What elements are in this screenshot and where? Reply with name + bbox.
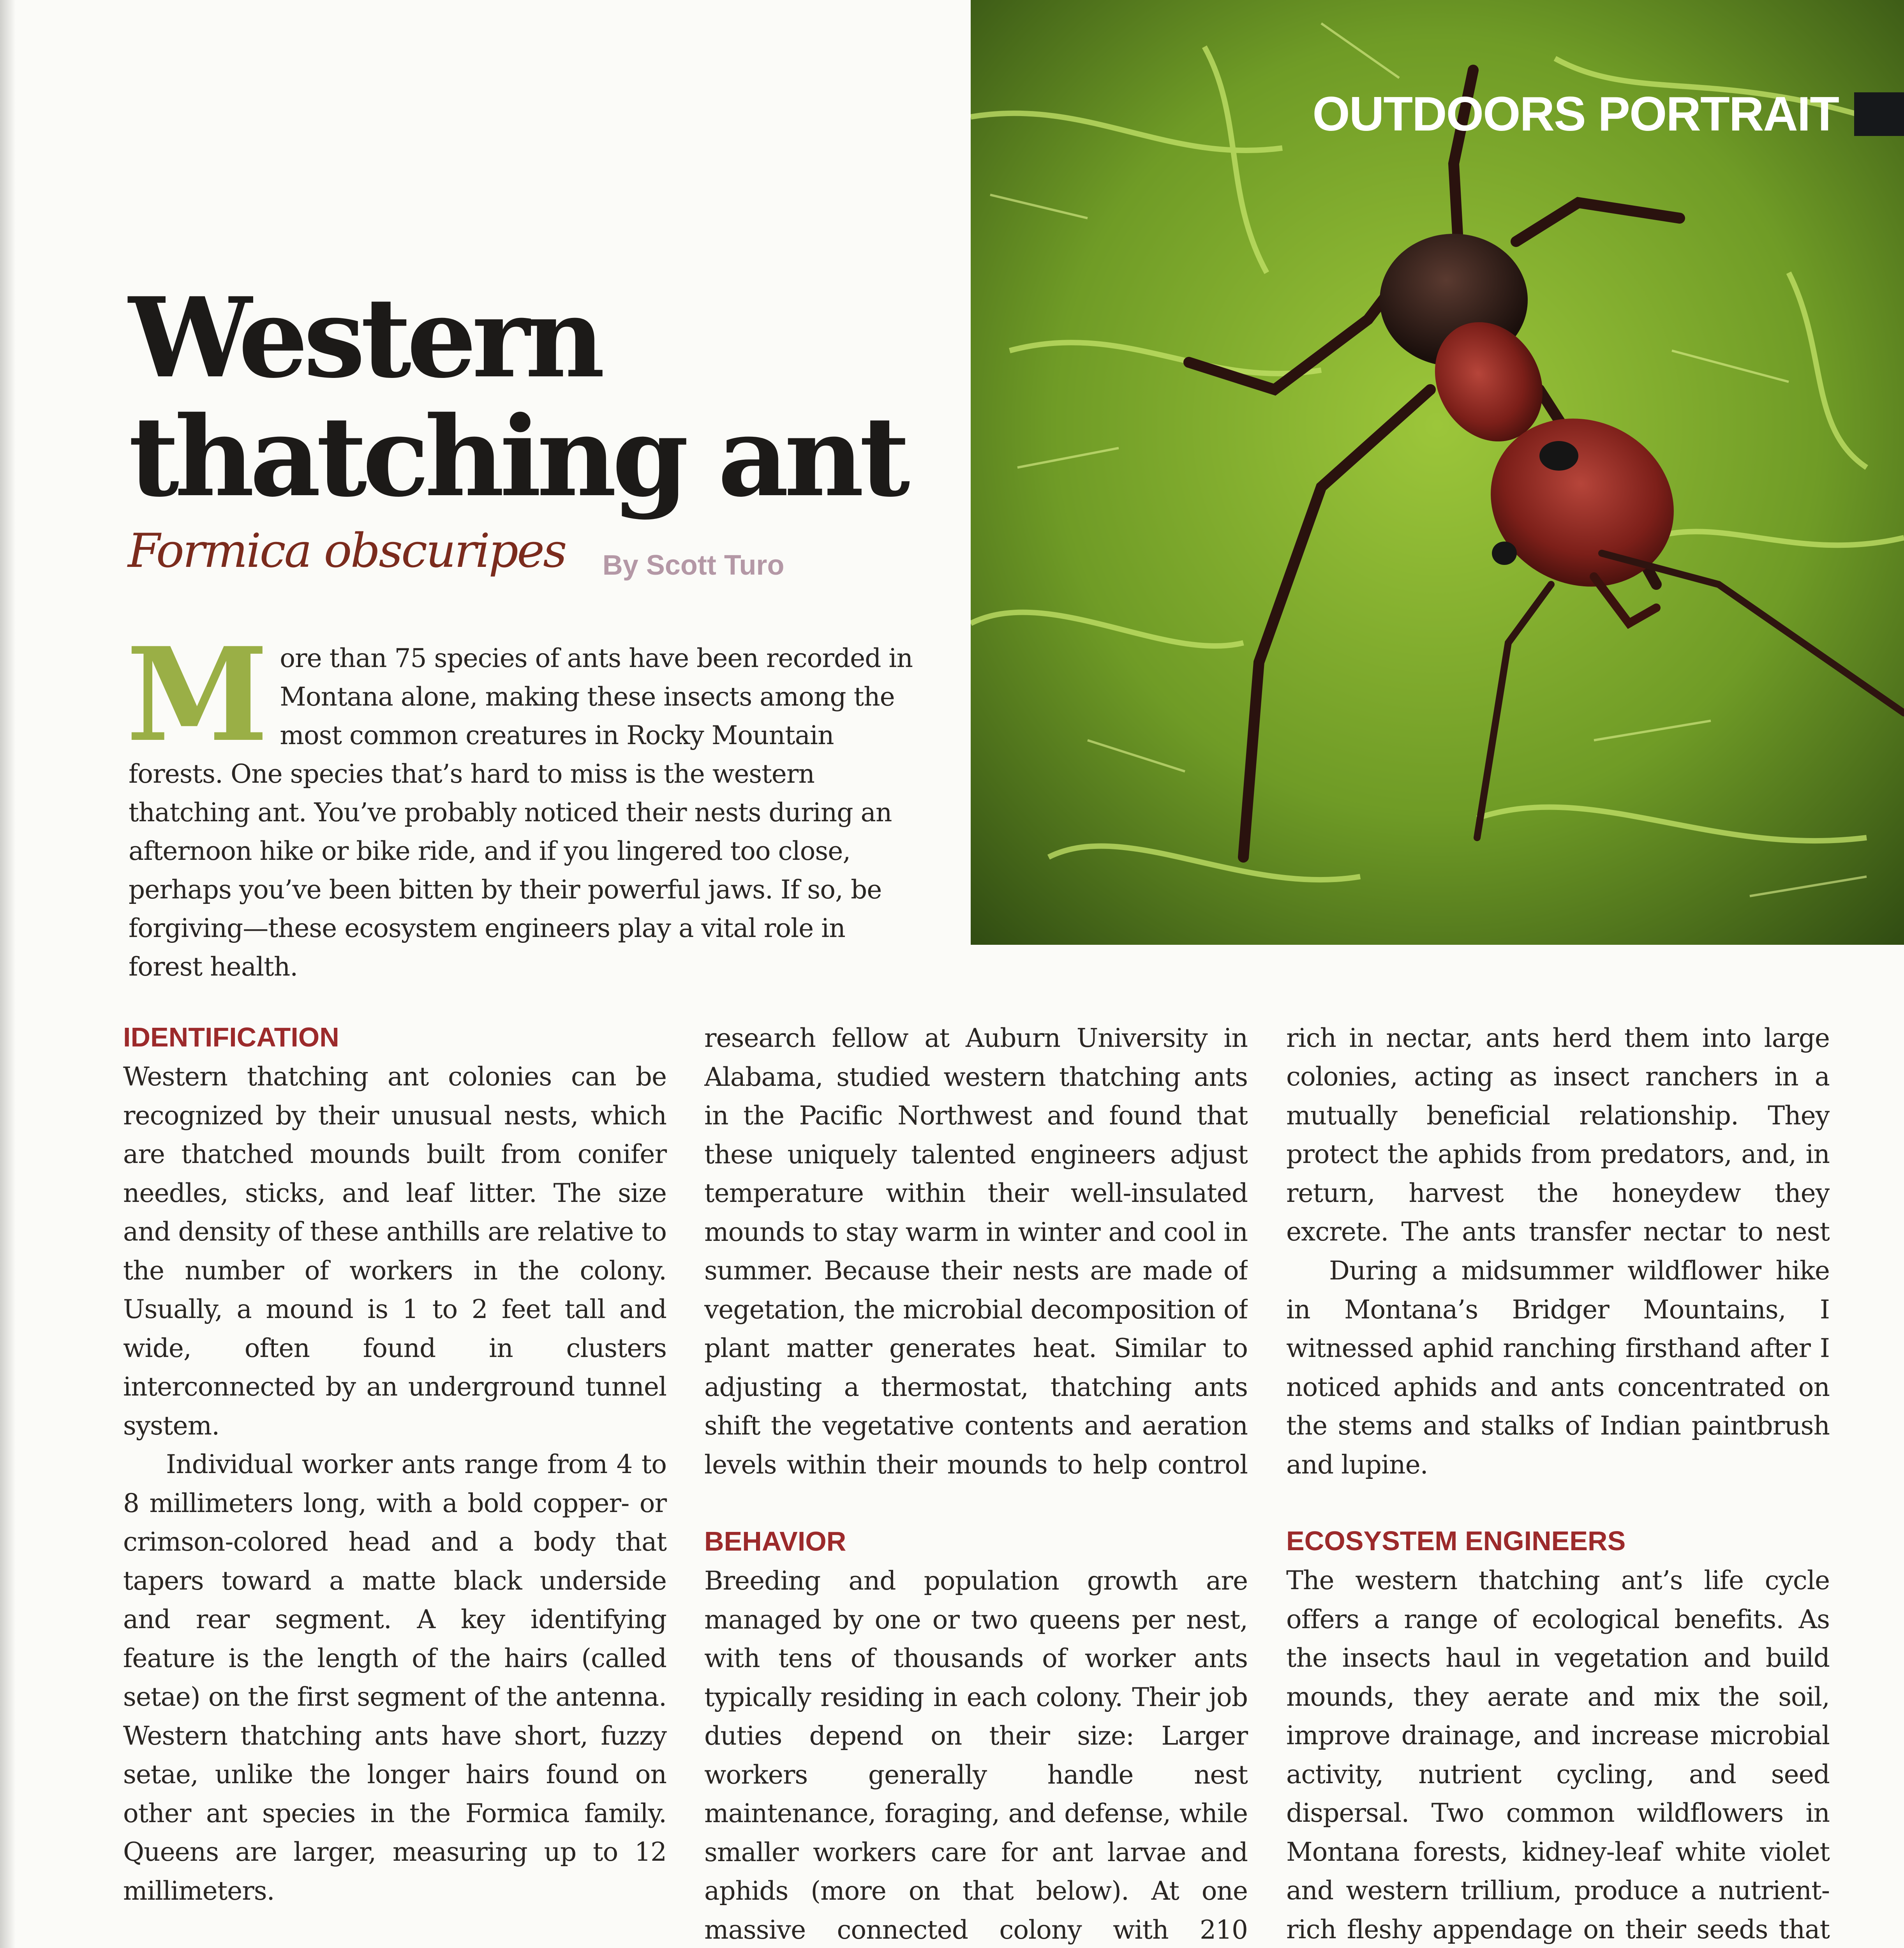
section-gap <box>1286 1484 1830 1523</box>
identification-paragraph-2: Individual worker ants range from 4 to 8 millimeters long, with a bold copper- or crimson-colored head and a body that tapers toward a matte black underside and rear segment. A key identifying feature is the length of the hairs (called setae) on the first segment of the antenna. Western thatching ants have short, fuzzy setae, unlike the longer hairs found on other ant species in the Formica family. Queens are larger, measuring up to 12 millimeters. <box>123 1449 666 1906</box>
column-3 <box>1286 1019 1830 1948</box>
section-tag <box>1312 86 1904 142</box>
distribution-continued <box>704 1019 1248 1484</box>
behavior-paragraph-1: Breeding and population growth are managed by one or two queens per nest, with tens of thousands of worker ants typically residing in each colony. Their job duties depend on their size: Larger workers generally handle nest maintenance, foraging, and defense, while smaller workers care for ant larvae and aphids (more on that below). At one massive connected colony with 210 <box>704 1566 1248 1945</box>
section-gap <box>704 1484 1248 1523</box>
distribution-continued-text: research fellow at Auburn University in Alabama, studied western thatching ants in the Pacific Northwest and found that these uniquely talented engineers adjust temperature within their well-insulated mounds to stay warm in winter and cool in summer. Because their nests are made of vegetation, the microbial decomposition of plant matter generates heat. Similar to adjusting a thermostat, thatching ants shift the vegetative contents and aeration levels within their mounds to help control <box>704 1023 1248 1480</box>
article-title: Western thatching ant <box>129 273 906 521</box>
intro-paragraph <box>126 619 915 986</box>
byline: By Scott Turo <box>602 549 785 581</box>
intro-text: ore than 75 species of ants have been recorded in Montana alone, making these insects among the most common creatures in Rocky Mountain forests. One species that’s hard to miss is the western thatching ant. You’ve probably noticed their nests during an afternoon hike or bike ride, and if you lingered too close, perhaps you’ve been bitten by their powerful jaws. If so, be forgiving—these ecosystem engineers play a vital role in forest health. <box>129 643 913 982</box>
section-tag-label: OUTDOORS PORTRAIT <box>1312 87 1839 141</box>
ecosystem-paragraph-1: The western thatching ant’s life cycle offers a range of ecological benefits. As the insects haul in vegetation and build mounds, they aerate and mix the soil, improve drainage, and increase microbial activity, nutrient cycling, and seed dispersal. Two common wildflowers in Montana forests, kidney-leaf white violet and western trillium, produce a nutrient-rich fleshy appendage on their seeds that <box>1286 1565 1830 1944</box>
section-gap <box>123 1910 666 1948</box>
ranching-continued-text: rich in nectar, ants herd them into large colonies, acting as insect ranchers in a mutually beneficial relationship. They protect the aphids from predators, and, in return, harvest the honeydew they excrete. The ants transfer nectar to nest <box>1286 1023 1830 1247</box>
heading-behavior: BEHAVIOR <box>704 1526 846 1556</box>
ranching-continued <box>1286 1019 1830 1251</box>
ranching-paragraph-2: During a midsummer wildflower hike in Montana’s Bridger Mountains, I witnessed aphid ranching firsthand after I noticed aphids and ants concentrated on the stems and stalks of Indian paintbrush and lupine. <box>1286 1256 1830 1480</box>
column-1 <box>123 1019 666 1948</box>
drop-cap: M <box>126 619 268 770</box>
subtitle <box>128 524 784 581</box>
heading-ecosystem-engineers: ECOSYSTEM ENGINEERS <box>1286 1526 1626 1556</box>
column-2 <box>704 1019 1248 1948</box>
identification-paragraph-1: Western thatching ant colonies can be recognized by their unusual nests, which are thatched mounds built from conifer needles, sticks, and leaf litter. The size and density of these anthills are relative to the number of workers in the colony. Usually, a mound is 1 to 2 feet tall and wide, often found in clusters interconnected by an underground tunnel system. <box>123 1062 666 1441</box>
page-gutter-shadow <box>0 0 16 1948</box>
ant-photo <box>971 0 1904 945</box>
heading-identification: IDENTIFICATION <box>123 1022 339 1052</box>
scientific-name: Formica obscuripes <box>128 524 566 578</box>
section-tag-block <box>1854 92 1904 136</box>
